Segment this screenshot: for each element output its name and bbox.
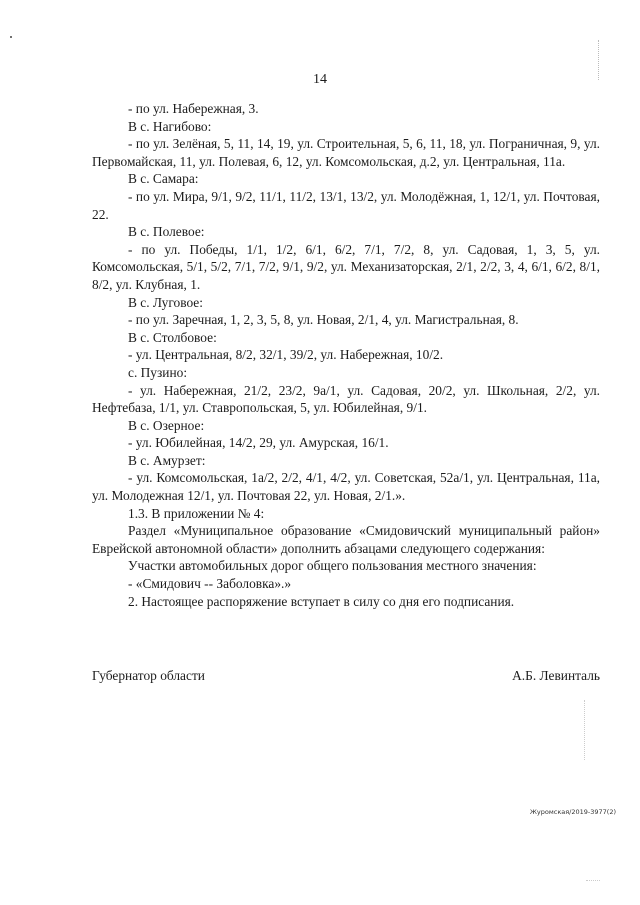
paragraph: В с. Полевое: xyxy=(128,224,205,240)
paragraph: - по ул. Зелёная, 5, 11, 14, 19, ул. Строительная, 5, 6, 11, 18, ул. Пограничная, 9, ул. Первомайская, 11, ул. Полевая, 6, 12, ул. Комсомольская, д.2, ул. Центральная, 11а. xyxy=(92,136,600,169)
footer-code: Журомская/2019-3977(2) xyxy=(529,808,616,816)
paragraph: - по ул. Набережная, 3. xyxy=(128,101,259,116)
paragraph: В с. Озерное: xyxy=(128,417,205,433)
scan-artifact xyxy=(10,36,12,38)
signature-name: А.Б. Левинталь xyxy=(512,668,600,683)
paragraph: В с. Самара: xyxy=(128,171,199,187)
paragraph: - ул. Центральная, 8/2, 32/1, 39/2, ул. Набережная, 10/2. xyxy=(128,347,444,363)
scan-artifact xyxy=(598,40,603,80)
paragraph: - ул. Комсомольская, 1а/2, 2/2, 4/1, 4/2, ул. Советская, 52а/1, ул. Центральная, 11а, ул. Молодежная 12/1, ул. Почтовая 22, ул. Новая, 2/1.». xyxy=(92,470,600,504)
paragraph: - ул. Юбилейная, 14/2, 29, ул. Амурская, 16/1. xyxy=(128,435,389,451)
paragraph: - «Смидович -- Заболовка».» xyxy=(128,576,292,592)
paragraph: - по ул. Мира, 9/1, 9/2, 11/1, 11/2, 13/1, 13/2, ул. Молодёжная, 1, 12/1, ул. Почтовая, 22. xyxy=(92,188,600,222)
paragraph: с. Пузино: xyxy=(128,364,188,380)
paragraph: - по ул. Победы, 1/1, 1/2, 6/1, 6/2, 7/1, 7/2, 8, ул. Садовая, 1, 3, 5, ул. Комсомольская, 5/1, 5/2, 7/1, 7/2, 9/1, 9/2, ул. Механизаторская, 2/1, 2/2, 3, 4, 6/1, 6/2, 8/1, 8/2, ул. Клубная, 1. xyxy=(92,241,600,292)
paragraph: Раздел «Муниципальное образование «Смидовичский муниципальный район» Еврейской автономной области» дополнить абзацами следующего содержания: xyxy=(92,523,600,556)
signature-position: Губернатор области xyxy=(92,668,205,683)
scan-artifact xyxy=(586,880,600,885)
paragraph: - по ул. Заречная, 1, 2, 3, 5, 8, ул. Новая, 2/1, 4, ул. Магистральная, 8. xyxy=(128,312,519,328)
page-number: 14 xyxy=(313,72,327,87)
scan-artifact xyxy=(584,700,605,760)
paragraph: Участки автомобильных дорог общего пользования местного значения: xyxy=(128,558,537,574)
paragraph: 1.3. В приложении № 4: xyxy=(128,505,265,521)
paragraph: 2. Настоящее распоряжение вступает в силу со дня его подписания. xyxy=(128,593,515,609)
paragraph: - ул. Набережная, 21/2, 23/2, 9а/1, ул. Садовая, 20/2, ул. Школьная, 2/2, ул. Нефтебаза, 1/1, ул. Ставропольская, 5, ул. Юбилейная, 9/1. xyxy=(92,382,600,416)
paragraph: В с. Луговое: xyxy=(128,294,203,310)
paragraph: В с. Нагибово: xyxy=(128,118,212,134)
document-body xyxy=(92,100,600,610)
paragraph: В с. Столбовое: xyxy=(128,329,217,345)
paragraph: В с. Амурзет: xyxy=(128,452,206,468)
